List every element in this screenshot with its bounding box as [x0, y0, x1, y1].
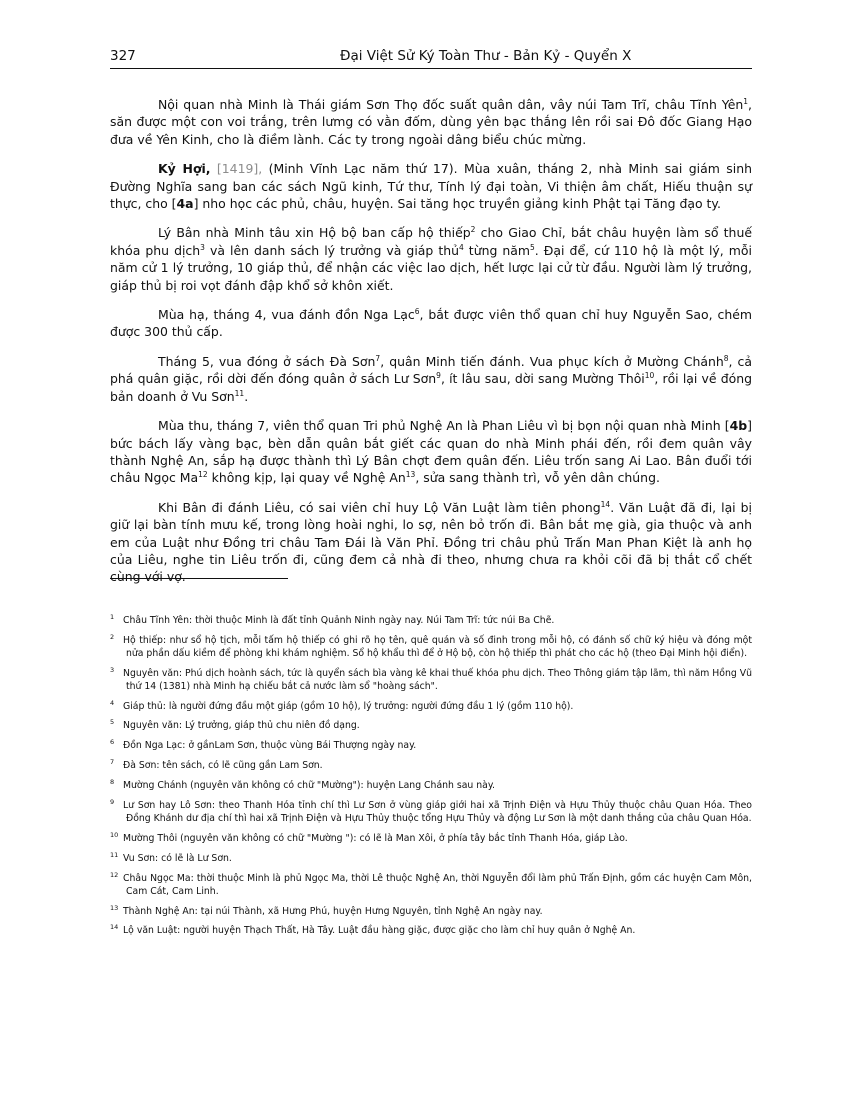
- footnote-ref: 9: [436, 371, 441, 381]
- footnote-text: Giáp thủ: là người đứng đầu một giáp (gồm 10 hộ), lý trưởng: người đứng đầu 1 lý (gồm 110 hộ).: [123, 700, 574, 712]
- footnote-ref: 10: [644, 371, 655, 381]
- paragraph: Lý Bân nhà Minh tâu xin Hộ bộ ban cấp hộ thiếp$^2$ cho Giao Chỉ, bắt châu huyện làm sổ thuế khóa phu dịch$^3$ và lên danh sách lý trưởng và giáp thủ$^4$ từng năm$^5$. Đại để, cứ 110 hộ là một lý, mỗi năm cử 1 lý trưởng, 10 giáp thủ, để nhận các việc lao dịch, hết lược lại cử từ đầu. Người làm lý trưởng, giáp thủ bị roi vọt đánh đập khổ sở khôn xiết.: [110, 225, 752, 293]
- footnote-ref: 14: [600, 499, 611, 509]
- footnote: $^{11}$ Vu Sơn: có lẽ là Lư Sơn.: [110, 850, 232, 864]
- footnote-text: Châu Ngọc Ma: thời thuộc Minh là phủ Ngọc Ma, thời Lê thuộc Nghệ An, thời Nguyễn đổi làm phủ Trấn Định, gồm các huyện Cam Môn, Cam Cát, Cam Linh.: [123, 872, 752, 897]
- page-header: [110, 48, 752, 70]
- footnote: $^8$ Mường Chánh (nguyên văn không có chữ "Mường"): huyện Lang Chánh sau này.: [110, 778, 495, 792]
- footnote: $^9$ Lư Sơn hay Lô Sơn: theo Thanh Hóa tỉnh chí thì Lư Sơn ở vùng giáp giới hai xã Trịnh Điện và Hựu Thủy thuộc châu Quan Hóa. Theo Đồng Khánh dư địa chí thì hai xã Trịnh Điện và Hựu Thủy thuộc tổng Hựu Thủy và động Lư Sơn là một danh thắng của châu Quan Hóa.: [110, 798, 752, 824]
- paragraph: Nội quan nhà Minh là Thái giám Sơn Thọ đốc suất quân dân, vây núi Tam Trĩ, châu Tĩnh Yên$^1$, săn được một con voi trắng, trên lưmg có vằn đốm, dùng yên bạc thắng lên rồi sai Đô đốc Giang Hạo đưa về Yên Kinh, cho là điềm lành. Các ty trong ngoài dâng biểu chúc mừng.: [110, 97, 752, 147]
- footnote-ref: 12: [198, 470, 208, 480]
- footnote: $^1$ Châu Tĩnh Yên: thời thuộc Minh là đất tỉnh Quảnh Ninh ngày nay. Núi Tam Trĩ: tức núi Ba Chẽ.: [110, 613, 555, 626]
- header-rule: [110, 68, 752, 69]
- footnote-ref: 7: [375, 353, 381, 363]
- footnote-text: Lộ văn Luật: người huyện Thạch Thất, Hà Tây. Luật đầu hàng giặc, được giặc cho làm chỉ huy quân ở Nghệ An.: [123, 925, 636, 937]
- paragraph: Mùa thu, tháng 7, viên thổ quan Tri phủ Nghệ An là Phan Liêu vì bị bọn nội quan nhà Minh [4b] bức bách lấy vàng bạc, bèn dẫn quân bắt giết các quan do nhà Minh phái đến, rồi đem quân vây thành Nghệ An, sắp hạ được thành thì Lý Bân chợt đem quân đến. Liêu trốn sang Ai Lao. Bân đuổi tới châu Ngọc Ma$^{12}$ không kịp, lại quay về Nghệ An$^{13}$, sửa sang thành trì, vỗ yên dân chúng.: [110, 418, 752, 486]
- year-marker: [1419],: [216, 161, 263, 177]
- footnote-ref: 3: [200, 242, 205, 252]
- running-title: Đại Việt Sử Ký Toàn Thư - Bản Kỷ - Quyển X: [340, 48, 632, 64]
- year-heading: Kỷ Hợi,: [158, 161, 211, 177]
- footnotes: [110, 615, 752, 945]
- footnote-text: Đồn Nga Lạc: ở gầnLam Sơn, thuộc vùng Bái Thượng ngày nay.: [123, 740, 417, 752]
- page-ref: 4a: [176, 196, 194, 212]
- footnote-ref: 2: [470, 225, 476, 235]
- main-text: [110, 96, 752, 598]
- paragraph: Mùa hạ, tháng 4, vua đánh đồn Nga Lạc$^6$, bắt được viên thổ quan chỉ huy Nguyễn Sao, chém được 300 thủ cấp.: [110, 307, 752, 340]
- footnote: $^5$ Nguyên văn: Lý trưởng, giáp thủ chu niên đồ dạng.: [110, 718, 360, 732]
- footnote-text: Mường Thôi (nguyên văn không có chữ "Mường "): có lẽ là Man Xôi, ở phía tây bắc tỉnh Thanh Hóa, giáp Lào.: [123, 832, 628, 844]
- footnote-text: Mường Chánh (nguyên văn không có chữ "Mường"): huyện Lang Chánh sau này.: [123, 780, 495, 792]
- footnote-ref: 4: [458, 242, 464, 252]
- footnote: $^{10}$ Mường Thôi (nguyên văn không có chữ "Mường "): có lẽ là Man Xôi, ở phía tây bắc tỉnh Thanh Hóa, giáp Lào.: [110, 830, 628, 844]
- paragraph: Tháng 5, vua đóng ở sách Đà Sơn$^7$, quân Minh tiến đánh. Vua phục kích ở Mường Chánh$^8$, cả phá quân giặc, rồi dời đến đóng quân ở sách Lư Sơn$^9$, ít lâu sau, dời sang Mường Thôi$^{10}$, rồi lại về đóng bản doanh ở Vu Sơn$^{11}$.: [110, 353, 752, 404]
- page-number: 327: [110, 48, 136, 64]
- footnote-ref: 5: [530, 242, 535, 252]
- footnote: $^{14}$ Lộ văn Luật: người huyện Thạch Thất, Hà Tây. Luật đầu hàng giặc, được giặc cho làm chỉ huy quân ở Nghệ An.: [110, 923, 636, 937]
- footnote-ref: 6: [414, 307, 420, 317]
- paragraph: Khi Bân đi đánh Liêu, có sai viên chỉ huy Lộ Văn Luật làm tiên phong$^{14}$. Văn Luật đã đi, lại bị giữ lại bàn tính mưu kế, trong lòng hoài nghi, lo sợ, nên bỏ trốn đi. Bân bắt mẹ già, gia thuộc và anh em của Luật như Đồng tri châu Tam Đái là Văn Phỉ. Đồng tri châu phủ Trấn Man Phan Kiệt là anh họ của Liêu, nghe tin Liêu trốn đi, cũng đem cả nhà đi theo, nhưng chưa ra khỏi cõi đã bị thắt cổ chết cùng với vợ.: [110, 499, 752, 585]
- footnote-text: Vu Sơn: có lẽ là Lư Sơn.: [123, 852, 232, 864]
- footnote-ref: 11: [234, 388, 245, 398]
- footnote-text: Thành Nghệ An: tại núi Thành, xã Hưng Phú, huyện Hưng Nguyên, tỉnh Nghệ An ngày nay.: [123, 905, 543, 917]
- footnote-ref: 1: [743, 97, 749, 106]
- footnote: $^{13}$ Thành Nghệ An: tại núi Thành, xã Hưng Phú, huyện Hưng Nguyên, tỉnh Nghệ An ngày nay.: [110, 903, 543, 917]
- paragraph: Kỷ Hợi, [1419], (Minh Vĩnh Lạc năm thứ 17). Mùa xuân, tháng 2, nhà Minh sai giám sinh Đường Nghĩa sang ban các sách Ngũ kinh, Tứ thư, Tính lý đại toàn, Vi thiện âm chất, Hiếu thuận sự thực, cho [4a] nho học các phủ, châu, huyện. Sai tăng học truyền giảng kinh Phật tại Tăng đạo ty.: [110, 161, 752, 212]
- footnote: $^6$ Đồn Nga Lạc: ở gầnLam Sơn, thuộc vùng Bái Thượng ngày nay.: [110, 738, 417, 752]
- footnote-ref: 8: [723, 353, 729, 363]
- footnote: $^2$ Hộ thiếp: như sổ hộ tịch, mỗi tấm hộ thiếp có ghi rõ họ tên, quê quán và số đinh trong mỗi hộ, có đánh số chữ ký hiệu và đóng một nửa phần dấu kiềm để phòng khi khám nghiệm. Sổ hộ khẩu thì để ở Hộ bộ, còn hộ thiếp thì phát cho các hộ (theo Đại Minh hội điển).: [110, 632, 752, 659]
- footnote: $^7$ Đà Sơn: tên sách, có lẽ cũng gần Lam Sơn.: [110, 758, 323, 772]
- page-ref: 4b: [729, 418, 748, 434]
- footnote-text: Nguyên văn: Lý trưởng, giáp thủ chu niên đồ dạng.: [123, 720, 360, 732]
- footnote: $^3$ Nguyên văn: Phú dịch hoành sách, tức là quyển sách bìa vàng kê khai thuế khóa phu dịch. Theo Thông giám tập lãm, thì năm Hồng Vũ thứ 14 (1381) nhà Minh hạ chiếu bắt cả nước làm sổ "hoàng sách".: [110, 665, 752, 692]
- footnote-text: Nguyên văn: Phú dịch hoành sách, tức là quyển sách bìa vàng kê khai thuế khóa phu dịch. Theo Thông giám tập lãm, thì năm Hồng Vũ thứ 14 (1381) nhà Minh hạ chiếu bắt cả nước làm sổ "hoàng sách".: [123, 667, 752, 692]
- footnote: $^4$ Giáp thủ: là người đứng đầu một giáp (gồm 10 hộ), lý trưởng: người đứng đầu 1 lý (gồm 110 hộ).: [110, 698, 574, 712]
- footnote-text: Lư Sơn hay Lô Sơn: theo Thanh Hóa tỉnh chí thì Lư Sơn ở vùng giáp giới hai xã Trịnh Điện và Hựu Thủy thuộc châu Quan Hóa. Theo Đồng Khánh dư địa chí thì hai xã Trịnh Điện và Hựu Thủy thuộc tổng Hựu Thủy và động Lư Sơn là một danh thắng của châu Quan Hóa.: [123, 800, 752, 824]
- footnote-divider: [110, 578, 288, 579]
- footnote-text: Châu Tĩnh Yên: thời thuộc Minh là đất tỉnh Quảnh Ninh ngày nay. Núi Tam Trĩ: tức núi Ba Chẽ.: [123, 615, 555, 626]
- footnote-text: Đà Sơn: tên sách, có lẽ cũng gần Lam Sơn.: [123, 760, 323, 772]
- footnote-text: Hộ thiếp: như sổ hộ tịch, mỗi tấm hộ thiếp có ghi rõ họ tên, quê quán và số đinh trong mỗi hộ, có đánh số chữ ký hiệu và đóng một nửa phần dấu kiềm để phòng khi khám nghiệm. Sổ hộ khẩu thì để ở Hộ bộ, còn hộ thiếp thì phát cho các hộ (theo Đại Minh hội điển).: [123, 634, 752, 659]
- footnote-ref: 13: [405, 470, 416, 480]
- footnote: $^{12}$ Châu Ngọc Ma: thời thuộc Minh là phủ Ngọc Ma, thời Lê thuộc Nghệ An, thời Nguyễn đổi làm phủ Trấn Định, gồm các huyện Cam Môn, Cam Cát, Cam Linh.: [110, 870, 752, 897]
